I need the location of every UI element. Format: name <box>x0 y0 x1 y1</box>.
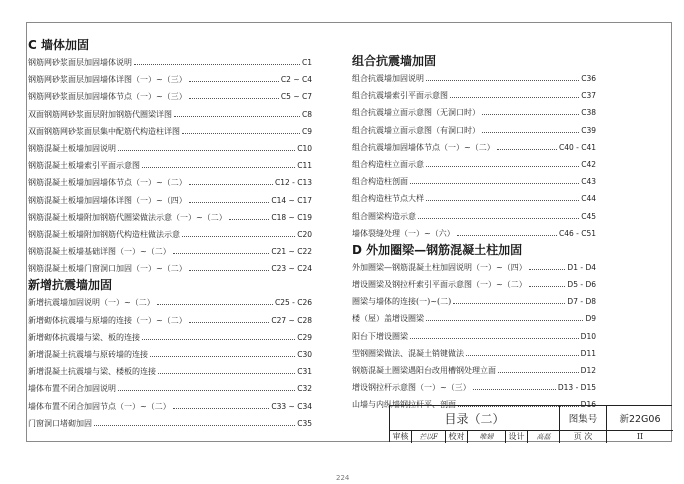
dot-leader <box>174 116 300 117</box>
right-column <box>352 53 596 414</box>
dot-leader <box>118 150 295 151</box>
section-heading: D 外加圈梁—钢筋混凝土柱加固 <box>352 242 523 257</box>
dot-leader <box>157 304 273 305</box>
entry-title: 墙体布置不闭合加固说明 <box>28 384 116 394</box>
entry-title: 双面钢筋网砂浆面层附加钢筋代圈梁详图 <box>28 109 172 119</box>
entry-title: 新增混凝土抗震墙与原砖墙的连接 <box>28 350 148 359</box>
toc-entry <box>352 208 596 225</box>
page-label: 页 次 <box>560 430 607 443</box>
section-heading: C 墙体加固 <box>28 38 89 52</box>
dot-leader <box>229 219 270 220</box>
toc-entry <box>28 380 312 397</box>
entry-page: C45 <box>581 211 596 221</box>
dot-leader <box>173 253 270 254</box>
check-signature: 唯婦 <box>468 430 506 443</box>
entry-title: 钢筋混凝土圈梁遇阳台改用槽钢处理立面 <box>352 366 496 375</box>
entry-page: D16 <box>580 400 596 410</box>
entry-title: 组合抗震墙加固墙体节点（一）~（二） <box>352 142 495 152</box>
toc-entry <box>352 259 596 276</box>
toc-entry <box>28 192 312 209</box>
entry-title: 组合抗震墙立面示意图（有洞口时） <box>352 125 480 135</box>
toc-entry <box>352 293 596 310</box>
entry-title: 组合圈梁构造示意 <box>352 211 416 221</box>
toc-entry <box>28 346 312 363</box>
entry-page: C46 - C51 <box>558 228 596 238</box>
dot-leader <box>158 373 295 374</box>
dot-leader <box>142 167 295 168</box>
toc-entry <box>352 122 596 139</box>
page-number: 224 <box>336 474 350 482</box>
dot-leader <box>482 132 579 133</box>
dot-leader <box>497 149 557 150</box>
entry-title: 新增砌体抗震墙与原墙的连接（一）~（二） <box>28 315 187 325</box>
dot-leader <box>182 236 295 237</box>
dot-leader <box>142 339 295 340</box>
dot-leader <box>450 97 579 98</box>
toc-entry <box>28 243 312 260</box>
entry-page: C1 <box>301 58 312 67</box>
toc-entry <box>28 294 312 311</box>
toc-entry <box>352 345 596 362</box>
entry-title: 组合构造柱节点大样 <box>352 194 424 204</box>
entry-page: D12 <box>580 366 596 375</box>
toc-entry <box>352 225 596 242</box>
dot-leader <box>426 80 579 81</box>
toc-entry <box>352 70 596 87</box>
dot-leader <box>189 98 279 99</box>
toc-entry <box>352 276 596 293</box>
entry-page: C31 <box>297 367 312 377</box>
dot-leader <box>426 200 579 201</box>
title-block-row-bottom <box>390 430 673 443</box>
toc-entry <box>352 156 596 173</box>
toc-entry <box>28 174 312 191</box>
dot-leader <box>426 320 583 321</box>
toc-entry <box>28 260 312 277</box>
entry-title: 钢筋混凝土板墙加固说明 <box>28 143 116 153</box>
toc-entry <box>352 87 596 104</box>
entry-page: D1 - D4 <box>567 262 596 272</box>
entry-title: 楼（屋）盖增设圈梁 <box>352 314 424 324</box>
entry-title: 墙体裂缝处理（一）~（六） <box>352 228 455 238</box>
dot-leader <box>457 235 557 236</box>
entry-title: 双面钢筋网砂浆面层集中配筋代构造柱详图 <box>28 126 180 136</box>
entry-page: C35 <box>297 418 312 428</box>
toc-entry <box>28 209 312 226</box>
entry-title: 山墙与内纵墙钢拉杆平、剖面 <box>352 400 456 410</box>
toc-entry <box>28 312 312 329</box>
entry-page: C44 <box>581 194 596 204</box>
check-label: 校对 <box>446 430 468 443</box>
entry-page: C39 <box>581 125 596 135</box>
atlas-number: 新22G06 <box>619 414 661 425</box>
entry-page: C12 - C13 <box>274 178 312 188</box>
entry-page: C40 - C41 <box>558 142 596 152</box>
entry-title: 钢筋网砂浆面层加固墙体说明 <box>28 58 132 67</box>
entry-title: 钢筋混凝土板墙加固墙体节点（一）~（二） <box>28 178 187 188</box>
entry-page: C14 ~ C17 <box>271 195 312 205</box>
entry-title: 增设圈梁及钢拉杆索引平面示意图（一）~（二） <box>352 280 527 290</box>
review-label: 审核 <box>390 430 412 443</box>
page-number-roman: II <box>636 432 644 441</box>
entry-page: C36 <box>581 74 596 83</box>
entry-page: D10 <box>580 331 596 341</box>
toc-entry <box>28 123 312 140</box>
atlas-label: 图集号 <box>560 406 607 430</box>
entry-title: 增设钢拉杆示意图（一）~（三） <box>352 383 471 393</box>
entry-page: D11 <box>580 348 596 358</box>
dot-leader <box>410 338 579 339</box>
dot-leader <box>453 303 565 304</box>
entry-page: C8 <box>301 109 312 119</box>
entry-title: 组合抗震墙立面示意图（无洞口时） <box>352 108 480 118</box>
entry-page: C29 <box>297 332 312 342</box>
entry-page: C30 <box>297 350 312 359</box>
entry-title: 组合构造柱剖面 <box>352 177 408 187</box>
dot-leader <box>182 133 300 134</box>
dot-leader <box>473 389 556 390</box>
entry-title: 钢筋混凝土板墙门窗洞口加固（一）~（二） <box>28 264 187 274</box>
entry-title: 钢筋混凝土板墙索引平面示意图 <box>28 161 140 171</box>
toc-entry <box>352 190 596 207</box>
dot-leader <box>529 286 566 287</box>
entry-title: 型钢圈梁做法、混凝土销键做法 <box>352 348 464 358</box>
toc-entry <box>28 329 312 346</box>
entry-page: C9 <box>301 126 312 136</box>
entry-title: 钢筋混凝土板墙附加钢筋代构造柱做法示意 <box>28 229 180 239</box>
entry-page: C11 <box>297 161 312 171</box>
toc-entry <box>352 328 596 345</box>
toc-entry <box>28 226 312 243</box>
entry-title: 圈梁与墙体的连接(一)~(二) <box>352 297 452 307</box>
toc-entry <box>28 140 312 157</box>
dot-leader <box>118 390 295 391</box>
catalog-title: 目录（二） <box>390 406 560 430</box>
section-heading: 组合抗震墙加固 <box>352 54 437 68</box>
dot-leader <box>189 184 273 185</box>
toc-entry <box>28 398 312 415</box>
toc-entry <box>352 104 596 121</box>
dot-leader <box>466 355 579 356</box>
dot-leader <box>410 183 579 184</box>
toc-entry <box>352 173 596 190</box>
left-column <box>28 37 312 432</box>
entry-title: 钢筋混凝土板墙加固墙体详图（一）~（四） <box>28 195 187 205</box>
review-signature: 芒以F <box>412 430 446 443</box>
entry-title: 门窗洞口堵砌加固 <box>28 418 92 428</box>
entry-page: C23 ~ C24 <box>271 264 312 274</box>
entry-title: 钢筋混凝土板墙基础详图（一）~（二） <box>28 247 171 257</box>
toc-entry <box>28 88 312 105</box>
entry-page: C25 - C26 <box>274 298 312 308</box>
entry-page: C2 ~ C4 <box>280 75 312 85</box>
entry-page: C43 <box>581 177 596 187</box>
entry-title: 阳台下增设圈梁 <box>352 331 408 341</box>
dot-leader <box>418 218 579 219</box>
entry-title: 外加圈梁—钢筋混凝土柱加固说明（一）~（四） <box>352 262 527 272</box>
entry-page: C33 ~ C34 <box>271 401 312 411</box>
section-heading: 新增抗震墙加固 <box>28 278 113 293</box>
dot-leader <box>189 270 270 271</box>
dot-leader <box>529 269 566 270</box>
dot-leader <box>498 372 579 373</box>
entry-page: C20 <box>297 229 312 239</box>
toc-entry <box>352 310 596 327</box>
dot-leader <box>189 81 279 82</box>
toc-entry <box>352 139 596 156</box>
toc-entry <box>28 157 312 174</box>
title-block-row-top <box>390 406 673 431</box>
entry-page: C27 ~ C28 <box>271 315 312 325</box>
title-block <box>389 405 672 442</box>
entry-title: 新增混凝土抗震墙与梁、楼板的连接 <box>28 367 156 377</box>
entry-title: 组合构造柱立面示意 <box>352 159 424 169</box>
dot-leader <box>150 356 295 357</box>
entry-title: 新增砌体抗震墙与梁、板的连接 <box>28 332 140 342</box>
design-signature: 高磊 <box>528 430 560 443</box>
entry-title: 组合抗震墙索引平面示意图 <box>352 91 448 101</box>
entry-page: C18 ~ C19 <box>271 212 312 222</box>
entry-page: D13 - D15 <box>557 383 596 393</box>
dot-leader <box>482 114 579 115</box>
dot-leader <box>173 408 270 409</box>
entry-page: C21 ~ C22 <box>271 247 312 257</box>
dot-leader <box>189 322 270 323</box>
entry-page: D9 <box>585 314 596 324</box>
dot-leader <box>189 202 270 203</box>
toc-entry <box>28 106 312 123</box>
entry-title: 新增抗震墙加固说明（一）~（二） <box>28 298 155 308</box>
design-label: 设计 <box>506 430 528 443</box>
entry-page: C42 <box>581 159 596 169</box>
entry-page: D5 - D6 <box>567 280 596 290</box>
dot-leader <box>426 166 579 167</box>
toc-entry <box>28 54 312 71</box>
entry-page: D7 - D8 <box>567 297 596 307</box>
entry-title: 钢筋混凝土板墙附加钢筋代圈梁做法示意（一）~（二） <box>28 212 227 222</box>
entry-title: 墙体布置不闭合加固节点（一）~（二） <box>28 401 171 411</box>
entry-title: 组合抗震墙加固说明 <box>352 74 424 83</box>
entry-title: 钢筋网砂浆面层加固墙体节点（一）~（三） <box>28 92 187 102</box>
entry-title: 钢筋网砂浆面层加固墙体详图（一）~（三） <box>28 75 187 85</box>
toc-entry <box>352 379 596 396</box>
entry-page: C38 <box>581 108 596 118</box>
dot-leader <box>134 64 300 65</box>
entry-page: C5 ~ C7 <box>280 92 312 102</box>
toc-entry <box>28 71 312 88</box>
toc-entry <box>352 362 596 379</box>
entry-page: C37 <box>581 91 596 101</box>
entry-page: C10 <box>297 143 312 153</box>
dot-leader <box>94 425 295 426</box>
entry-page: C32 <box>297 384 312 394</box>
toc-entry <box>28 415 312 432</box>
toc-entry <box>28 363 312 380</box>
